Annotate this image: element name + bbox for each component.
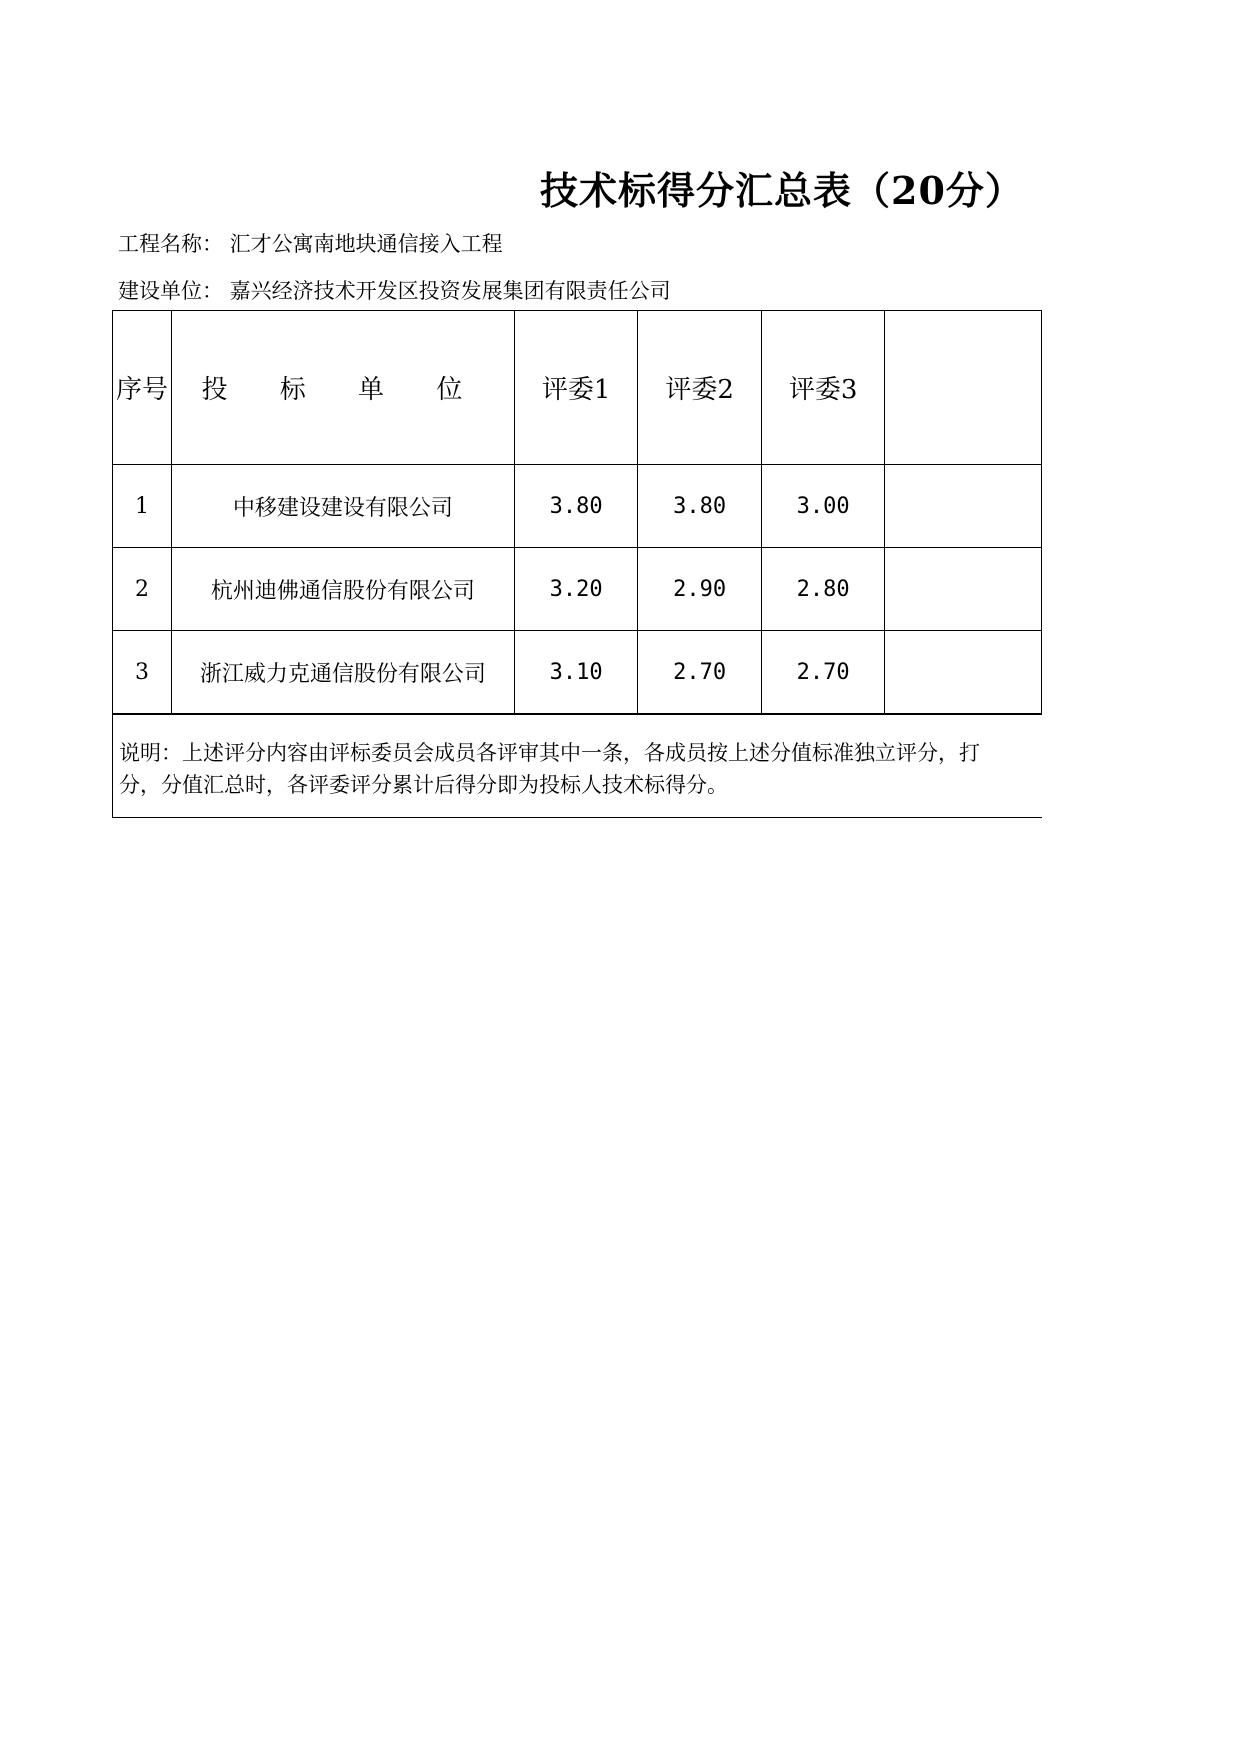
note-box [112, 714, 1042, 818]
header-judge-1: 评委1 [514, 311, 638, 465]
row-no: 2 [113, 548, 172, 631]
header-unit: 投 标 单 位 [172, 311, 515, 465]
row-no: 3 [113, 631, 172, 714]
row-score-judge-2: 2.90 [638, 548, 762, 631]
table-row [113, 631, 1042, 714]
row-score-judge-2: 3.80 [638, 465, 762, 548]
note-line-2: 分，分值汇总时，各评委评分累计后得分即为投标人技术标得分。 [119, 773, 728, 797]
row-unit: 中移建设建设有限公司 [172, 465, 515, 548]
header-judge-2: 评委2 [638, 311, 762, 465]
score-table [112, 310, 1042, 714]
row-unit: 杭州迪佛通信股份有限公司 [172, 548, 515, 631]
note-line-1: 说明：上述评分内容由评标委员会成员各评审其中一条，各成员按上述分值标准独立评分，打 [119, 741, 980, 765]
row-score-judge-1: 3.80 [514, 465, 638, 548]
row-cut-cell [885, 548, 1042, 631]
note-text [119, 737, 1042, 801]
table-row [113, 465, 1042, 548]
header-no: 序号 [113, 311, 172, 465]
header-judge-3: 评委3 [761, 311, 885, 465]
row-score-judge-2: 2.70 [638, 631, 762, 714]
score-sheet [112, 310, 1042, 818]
row-score-judge-1: 3.20 [514, 548, 638, 631]
owner-unit: 建设单位： 嘉兴经济技术开发区投资发展集团有限责任公司 [118, 279, 671, 303]
row-cut-cell [885, 631, 1042, 714]
row-score-judge-1: 3.10 [514, 631, 638, 714]
header-cut-column [885, 311, 1042, 465]
header-row [113, 311, 1042, 465]
row-score-judge-3: 3.00 [761, 465, 885, 548]
row-cut-cell [885, 465, 1042, 548]
page-title: 技术标得分汇总表（20分） [540, 168, 1024, 213]
row-score-judge-3: 2.70 [761, 631, 885, 714]
row-score-judge-3: 2.80 [761, 548, 885, 631]
row-no: 1 [113, 465, 172, 548]
project-name: 工程名称： 汇才公寓南地块通信接入工程 [118, 232, 503, 256]
row-unit: 浙江威力克通信股份有限公司 [172, 631, 515, 714]
table-row [113, 548, 1042, 631]
